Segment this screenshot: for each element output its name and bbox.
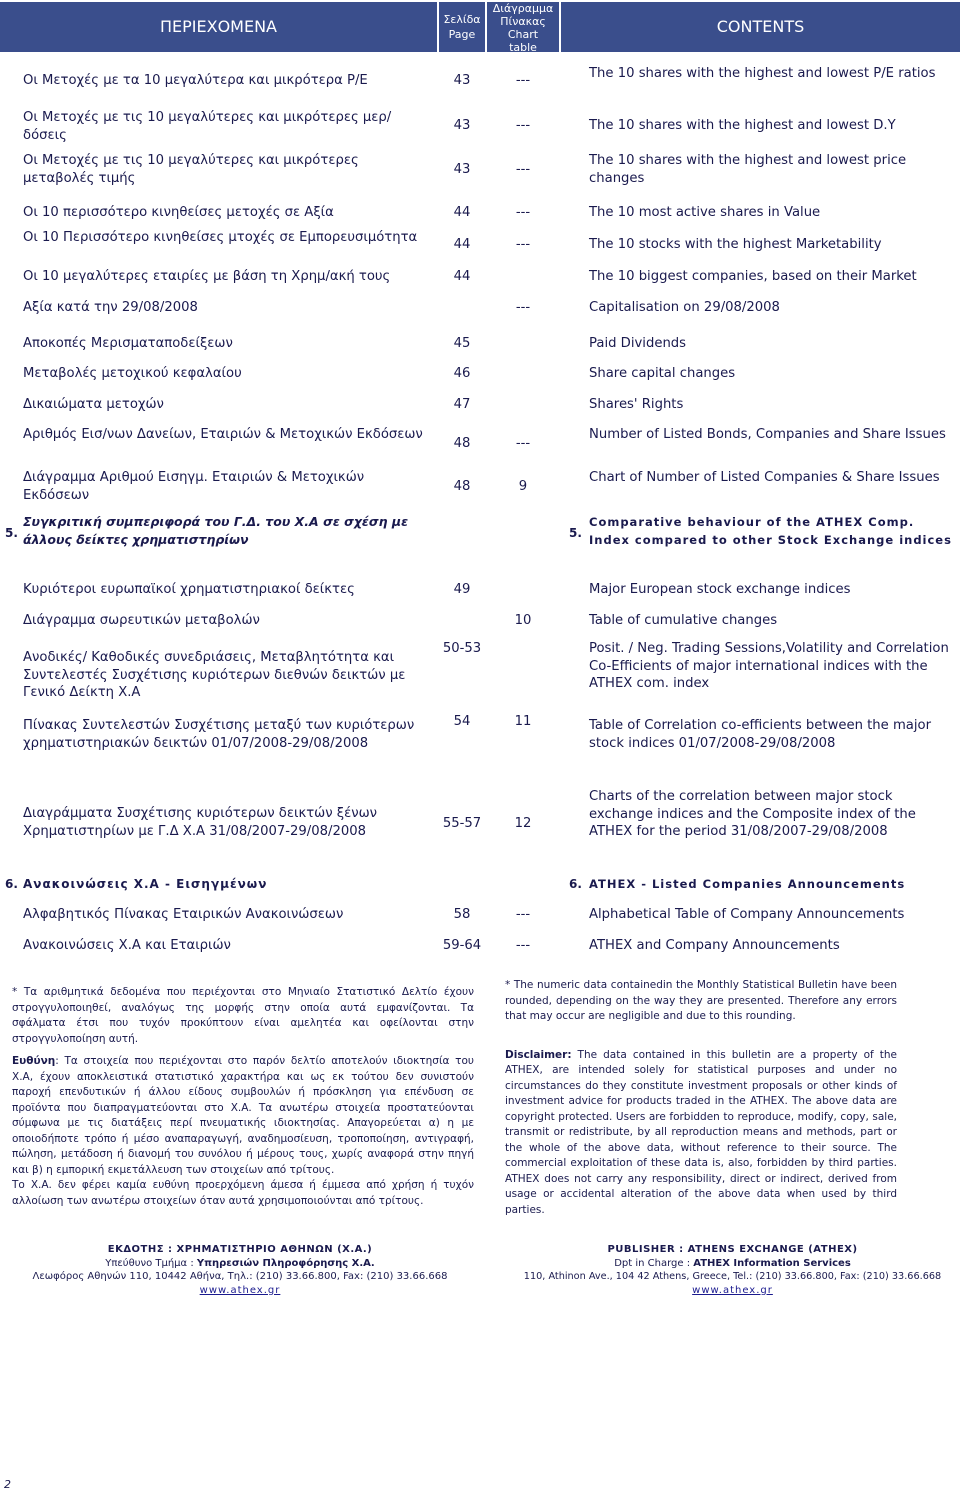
address-greek: Λεωφόρος Αθηνών 110, 10442 Αθήνα, Τηλ.: (210) 33.66.800, Fax: (210) 33.66.668 [32, 1271, 448, 1282]
entry-title-greek: Ανακοινώσεις Χ.Α και Εταιριών [23, 938, 231, 953]
entry-page: 58 [453, 907, 471, 922]
entry-title-english: Paid Dividends [589, 336, 687, 351]
entry-page: 43 [453, 118, 471, 133]
page-column-header [439, 2, 485, 52]
entry-title-english: Share capital changes [589, 366, 736, 381]
entry-chart: --- [515, 73, 531, 88]
entry-title-english: Posit. / Neg. Trading Sessions,Volatility and Correlation Co-Efficients of major international indices with the ATHEX com. index [589, 641, 949, 692]
entry-chart: 11 [514, 714, 532, 729]
entry-page: 59-64 [442, 938, 482, 953]
entry-title-english: The 10 biggest companies, based on their Market [589, 269, 917, 284]
department-label-english: Dpt in Charge : [614, 1257, 694, 1269]
entry-page: 54 [453, 714, 471, 729]
chart-header-english-1: Chart [507, 28, 539, 41]
department-label-greek: Υπεύθυνο Τμήμα : [105, 1257, 197, 1269]
entry-title-english: Chart of Number of Listed Companies & Share Issues [589, 470, 940, 485]
entry-title-english: The 10 shares with the highest and lowest price changes [589, 153, 907, 186]
disclaimer-text-english: The data contained in this bulletin are a property of the ATHEX, are intended solely for statistical purposes and under no circumstances do they constitute investment proposals or other kinds of investment advice for products traded in the ATHEX. The above data are copyright protected. Users are forbidden to reproduce, modify, copy, sale, transmit or redistribute, by all reproduction means and methods, part or the whole of the above data, without reference to their source. The commercial exploitation of these data is, also, forbidden by third parties. ATHEX does not carry any responsibility, direct or indirect, derived from usage or accidental alteration of the above data when used by third parties. [505, 1048, 897, 1216]
department-english [505, 1257, 960, 1271]
page-number: 2 [4, 1478, 11, 1491]
address-english: 110, Athinon Ave., 104 42 Athens, Greece, Tel.: (210) 33.66.800, Fax: (210) 33.66.668 [523, 1271, 942, 1282]
entry-page: 44 [453, 237, 471, 252]
disclaimer-english [505, 1048, 897, 1219]
section-5-title-greek: Συγκριτική συμπεριφορά του Γ.Δ. του Χ.Α σε σχέση με άλλους δείκτες χρηματιστηρίων [23, 514, 409, 547]
publisher-name-greek: ΕΚΔΟΤΗΣ : ΧΡΗΜΑΤΙΣΤΗΡΙΟ ΑΘΗΝΩΝ (Χ.Α.) [107, 1244, 373, 1255]
entry-title-english: Major European stock exchange indices [589, 582, 851, 597]
chart-header-greek-1: Διάγραμμα [492, 2, 554, 15]
entry-title-greek: Διάγραμμα σωρευτικών μεταβολών [23, 613, 260, 628]
entry-chart: --- [515, 907, 531, 922]
department-value-greek: Υπηρεσιών Πληροφόρησης Χ.Α. [196, 1257, 375, 1269]
contents-header-greek [0, 2, 437, 52]
department-greek [30, 1257, 450, 1271]
entry-title-greek: Διάγραμμα Αριθμού Εισηγμ. Εταιριών & Μετοχικών Εκδόσεων [23, 470, 365, 503]
entry-title-english: Table of Correlation co-efficients between the major stock indices 01/07/2008-29/08/2008 [589, 718, 932, 751]
footnote-english [505, 978, 897, 1218]
publisher-english [505, 1243, 960, 1297]
entry-title-english: Charts of the correlation between major stock exchange indices and the Composite index of the ATHEX for the period 31/08/2007-29/08/2008 [589, 789, 916, 840]
chart-header-english-2: table [509, 41, 537, 54]
entry-title-english: Table of cumulative changes [589, 613, 778, 628]
entry-title-greek: Αποκοπές Μερισματαποδείξεων [23, 336, 233, 351]
footnote-greek [12, 985, 474, 1209]
entry-title-english: The 10 shares with the highest and lowest D.Y [589, 118, 896, 133]
disclaimer-label-greek: Ευθύνη [12, 1055, 56, 1067]
entry-title-greek: Κυριότεροι ευρωπαϊκοί χρηματιστηριακοί δείκτες [23, 582, 355, 597]
section-5-number-greek: 5. [5, 526, 18, 540]
entry-title-english: ATHEX and Company Announcements [589, 938, 840, 953]
entry-page: 49 [453, 582, 471, 597]
entry-page: 46 [453, 366, 471, 381]
entry-title-greek: Οι 10 περισσότερο κινηθείσες μετοχές σε Αξία [23, 205, 334, 220]
entry-chart: 12 [514, 816, 532, 831]
website-link-english[interactable]: www.athex.gr [692, 1284, 773, 1296]
entry-chart: 9 [518, 479, 528, 494]
entry-chart: --- [515, 118, 531, 133]
disclaimer-text-greek: : Τα στοιχεία που περιέχονται στο παρόν δελτίο αποτελούν ιδιοκτησία του Χ.Α, έχουν αποκλειστικά στατιστικό χαρακτήρα και ως εκ τούτου δεν συνιστούν παροχή επενδυτικών ή άλλου είδους συμβουλών ή πρόσκληση για επένδυση σε προϊόντα που διαπραγματεύονται στο Χ.Α. Τα ανωτέρω στοιχεία προστατεύονται σύμφωνα με τις διατάξεις περί πνευματικής ιδιοκτησίας. Απαγορεύεται α) η με οποιοδήποτε τρόπο ή μέσο αναπαραγωγή, αναδημοσίευση, τροποποίηση, αντιγραφή, πώληση, μετάδοση ή διανομή του συνόλου ή μέρους τους, χωρίς αναφορά στην πηγή και β) η εμπορική εκμετάλλευση των στοιχείων από τρίτους. [12, 1055, 474, 1176]
header-english-title: CONTENTS [716, 17, 805, 36]
entry-chart: --- [515, 300, 531, 315]
entry-title-greek: Οι Μετοχές με τις 10 μεγαλύτερες και μικρότερες μερ/δόσεις [23, 110, 392, 143]
entry-page: 50-53 [442, 641, 482, 656]
department-value-english: ATHEX Information Services [693, 1257, 851, 1269]
entry-chart: --- [515, 436, 531, 451]
entry-title-english: The 10 shares with the highest and lowest P/E ratios [589, 66, 936, 81]
entry-page: 43 [453, 162, 471, 177]
section-5-number-english: 5. [569, 526, 582, 540]
entry-title-greek: Δικαιώματα μετοχών [23, 397, 164, 412]
entry-chart: 10 [514, 613, 532, 628]
rounding-note-english: * The numeric data containedin the Monthly Statistical Bulletin have been rounded, depending on the way they are presented. Therefore any errors that may occur are negligible and due to this rounding. [505, 979, 897, 1022]
entry-page: 48 [453, 436, 471, 451]
entry-title-english: Shares' Rights [589, 397, 684, 412]
publisher-greek [30, 1243, 450, 1297]
entry-title-greek: Οι Μετοχές με τα 10 μεγαλύτερα και μικρότερα P/E [23, 73, 368, 88]
entry-page: 44 [453, 205, 471, 220]
entry-title-greek: Οι 10 Περισσότερο κινηθείσες μτοχές σε Εμπορευσιμότητα [23, 230, 418, 245]
entry-page: 47 [453, 397, 471, 412]
website-link-greek[interactable]: www.athex.gr [199, 1284, 281, 1296]
entry-title-english: Number of Listed Bonds, Companies and Share Issues [589, 427, 946, 442]
entry-page: 44 [453, 269, 471, 284]
entry-title-greek: Πίνακας Συντελεστών Συσχέτισης μεταξύ των κυριότερων χρηματιστηριακών δεικτών 01/07/2008-29/08/2008 [23, 718, 415, 751]
entry-page: 43 [453, 73, 471, 88]
entry-title-english: Capitalisation on 29/08/2008 [589, 300, 780, 315]
page-header-english: Page [448, 28, 476, 41]
disclaimer-greek [12, 1054, 474, 1178]
entry-chart: --- [515, 205, 531, 220]
entry-title-greek: Αλφαβητικός Πίνακας Εταιρικών Ανακοινώσεων [23, 907, 344, 922]
section-5-title-english: Comparative behaviour of the ATHEX Comp. Index compared to other Stock Exchange indices [589, 515, 952, 547]
entry-title-greek: Οι 10 μεγαλύτερες εταιρίες με βάση τη Χρημ/ακή τους [23, 269, 391, 284]
page-header-greek: Σελίδα [443, 13, 481, 26]
entry-title-greek: Οι Μετοχές με τις 10 μεγαλύτερες και μικρότερες μεταβολές τιμής [23, 153, 359, 186]
entry-title-greek: Μεταβολές μετοχικού κεφαλαίου [23, 366, 242, 381]
entry-title-greek: Αριθμός Εισ/νων Δανείων, Εταιριών & Μετοχικών Εκδόσεων [23, 427, 423, 442]
contents-header-english [561, 2, 960, 52]
entry-title-greek: Ανοδικές/ Καθοδικές συνεδριάσεις, Μεταβλητότητα και Συντελεστές Συσχέτισης κυριότερων διεθνών δεικτών με Γενικό Δείκτη Χ.Α [23, 650, 406, 701]
section-6-number-english: 6. [569, 877, 582, 891]
disclaimer-label-english: Disclaimer: [505, 1048, 572, 1061]
chart-column-header [487, 2, 559, 52]
entry-chart: --- [515, 162, 531, 177]
section-6-title-greek: Ανακοινώσεις Χ.Α - Εισηγμένων [23, 877, 268, 891]
chart-header-greek-2: Πίνακας [500, 15, 546, 28]
entry-chart: --- [515, 237, 531, 252]
entry-chart: --- [515, 938, 531, 953]
entry-page: 55-57 [442, 816, 482, 831]
liability-note-greek: Το Χ.Α. δεν φέρει καμία ευθύνη προερχόμενη άμεσα ή έμμεσα από χρήση ή τυχόν αλλοίωση των ανωτέρω στοιχείων όταν αυτά χρησιμοποιούνται από τρίτους. [12, 1179, 474, 1207]
entry-title-english: The 10 stocks with the highest Marketability [589, 237, 882, 252]
header-greek-title: ΠΕΡΙΕΧΟΜΕΝΑ [160, 17, 277, 36]
section-6-title-english: ATHEX - Listed Companies Announcements [589, 877, 906, 891]
entry-title-greek: Διαγράμματα Συσχέτισης κυριότερων δεικτών ξένων Χρηματιστηρίων με Γ.Δ Χ.Α 31/08/2007-29/08/2008 [23, 806, 378, 839]
entry-page: 48 [453, 479, 471, 494]
rounding-note-greek: * Τα αριθμητικά δεδομένα που περιέχονται στο Μηνιαίο Στατιστικό Δελτίο έχουν στρογγυλοποιηθεί, αναλόγως της μορφής στην οποία αυτά εμφανίζονται. Τα σφάλματα έτσι που τυχόν προκύπτουν είναι αμελητέα και οφείλονται στην στρογγυλοποίηση αυτή. [12, 986, 474, 1045]
publisher-name-english: PUBLISHER : ATHENS EXCHANGE (ATHEX) [607, 1244, 858, 1255]
entry-title-english: The 10 most active shares in Value [589, 205, 821, 220]
section-6-number-greek: 6. [5, 877, 18, 891]
entry-page: 45 [453, 336, 471, 351]
entry-title-english: Alphabetical Table of Company Announcements [589, 907, 905, 922]
entry-title-greek: Αξία κατά την 29/08/2008 [23, 300, 198, 315]
